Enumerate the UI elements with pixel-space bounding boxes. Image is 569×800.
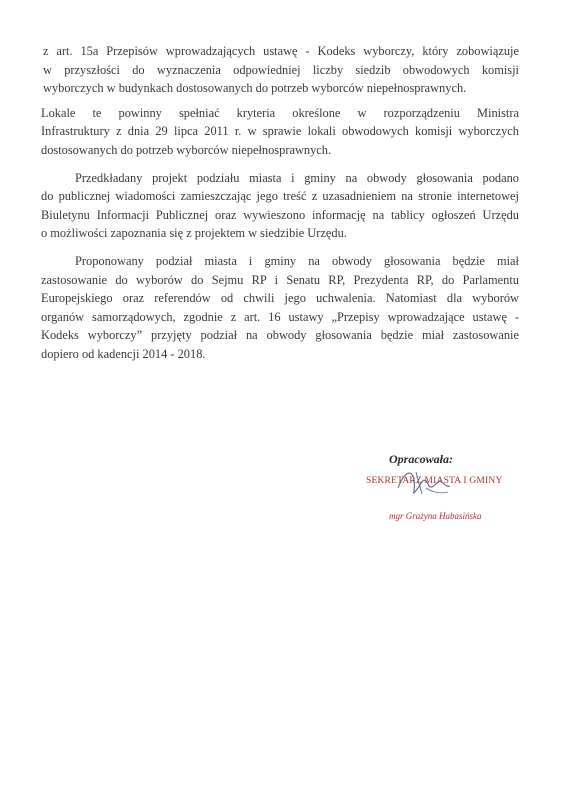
- text-line: dopiero od kadencji 2014 - 2018.: [41, 346, 206, 361]
- text-line: Kodeks wyborczy” przyjęty podział na obwody głosowania będzie miał zastosowanie: [41, 328, 519, 343]
- text-line: o możliwości zapoznania się z projektem w siedzibie Urzędu.: [41, 226, 347, 241]
- text-line: Proponowany podział miasta i gminy na obwody głosowania będzie miał: [75, 253, 519, 268]
- paragraph-1: [41, 42, 519, 98]
- text-line: Biuletynu Informacji Publicznej oraz wywieszono informację na tablicy ogłoszeń Urzędu: [41, 207, 519, 222]
- text-line: Przedkładany projekt podziału miasta i gminy na obwody głosowania podano: [75, 170, 519, 185]
- handwritten-signature: [392, 458, 454, 502]
- text-line: dostosowanych do potrzeb wyborców niepełnosprawnych.: [41, 142, 332, 157]
- text-line: w przyszłości do wyznaczenia odpowiedniej liczby siedzib obwodowych komisji: [43, 62, 519, 77]
- text-line: Europejskiego oraz referendów od chwili jego uchwalenia. Natomiast dla wyborów: [41, 291, 519, 306]
- text-line: do publicznej wiadomości zamieszczając jego treść z uzasadnieniem na stronie internetowej: [41, 189, 519, 204]
- paragraph-4: [41, 252, 519, 364]
- text-line: Infrastruktury z dnia 29 lipca 2011 r. w sprawie lokali obwodowych komisji wyborczych: [41, 124, 519, 139]
- official-stamp: SEKRETARZ MIASTA I GMINY: [366, 476, 503, 486]
- prepared-by-label: Opracowała:: [389, 452, 453, 466]
- text-line: wyborczych w budynkach dostosowanych do potrzeb wyborców niepełnosprawnych.: [43, 81, 467, 96]
- text-line: Lokale te powinny spełniać kryteria określone w rozporządzeniu Ministra: [41, 105, 519, 120]
- text-line: organów samorządowych, zgodnie z art. 16 ustawy „Przepisy wprowadzające ustawę -: [41, 309, 519, 324]
- paragraph-2: [41, 104, 519, 160]
- paragraph-3: [41, 169, 519, 243]
- body-text: [41, 42, 519, 370]
- text-line: zastosowanie do wyborów do Sejmu RP i Senatu RP, Prezydenta RP, do Parlamentu: [41, 272, 519, 287]
- stamp-name: mgr Grażyna Habasińska: [389, 511, 482, 521]
- text-line: z art. 15a Przepisów wprowadzających ustawę - Kodeks wyborczy, który zobowiązuje: [43, 44, 519, 58]
